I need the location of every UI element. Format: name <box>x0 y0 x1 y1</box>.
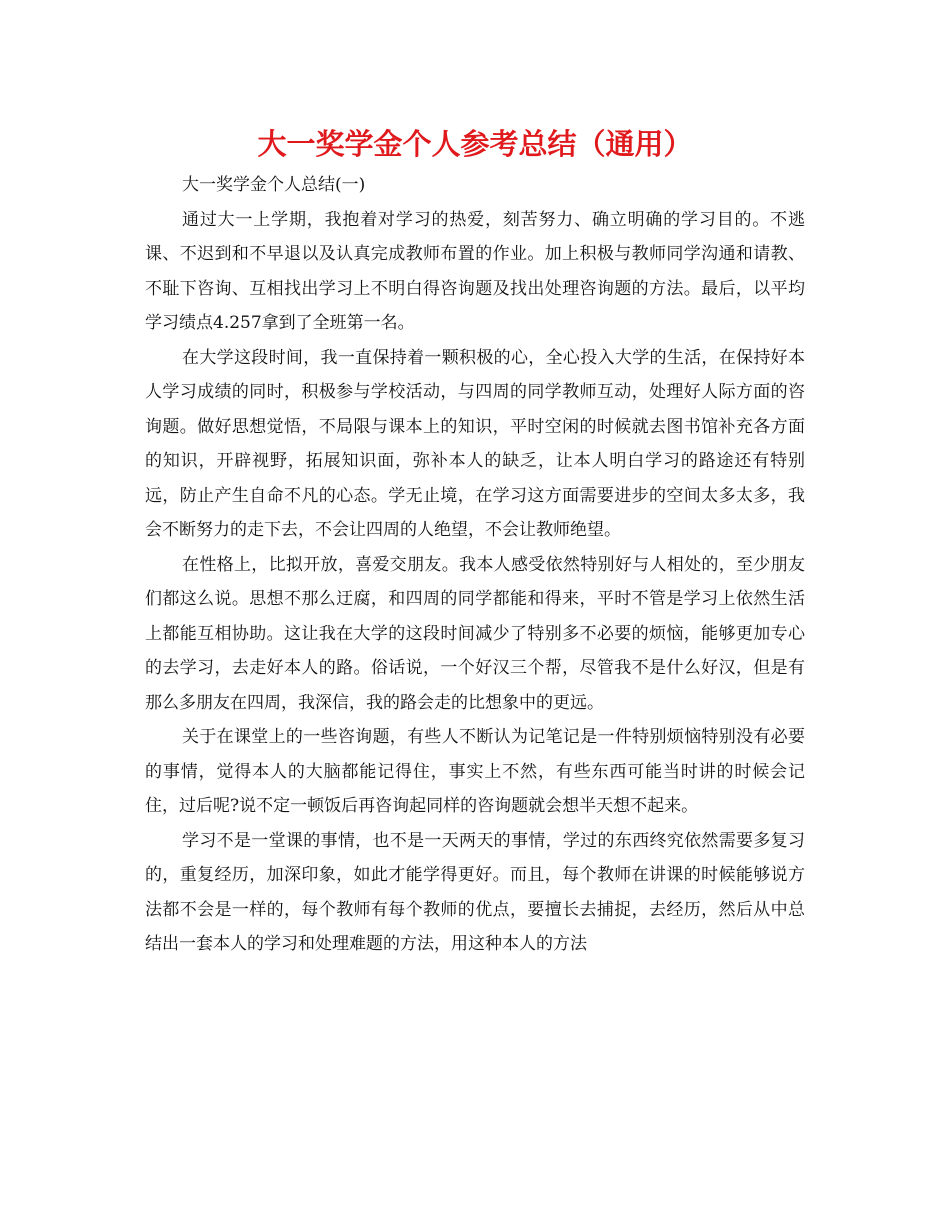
document-body <box>145 168 805 962</box>
paragraph-4: 关于在课堂上的一些咨询题，有些人不断认为记笔记是一件特别烦恼特别没有必要的事情，觉得本人的大脑都能记得住，事实上不然，有些东西可能当时讲的时候会记住，过后呢?说不定一顿饭后再咨询起同样的咨询题就会想半天想不起来。 <box>145 727 805 816</box>
paragraph-3: 在性格上，比拟开放，喜爱交朋友。我本人感受依然特别好与人相处的，至少朋友们都这么说。思想不那么迂腐，和四周的同学都能和得来，平时不管是学习上依然生活上都能互相协助。这让我在大学的这段时间减少了特别多不必要的烦恼，能够更加专心的去学习，去走好本人的路。俗话说，一个好汉三个帮，尽管我不是什么好汉，但是有那么多朋友在四周，我深信，我的路会走的比想象中的更远。 <box>145 554 805 713</box>
document-title: 大一奖学金个人参考总结（通用） <box>257 127 693 161</box>
section-heading: 大一奖学金个人总结(一) <box>182 175 366 195</box>
paragraph-1: 通过大一上学期，我抱着对学习的热爱，刻苦努力、确立明确的学习目的。不逃课、不迟到和不早退以及认真完成教师布置的作业。加上积极与教师同学沟通和请教、不耻下咨询、互相找出学习上不明白得咨询题及找出处理咨询题的方法。最后，以平均学习绩点4.257拿到了全班第一名。 <box>145 209 805 333</box>
paragraph-2: 在大学这段时间，我一直保持着一颗积极的心，全心投入大学的生活，在保持好本人学习成绩的同时，积极参与学校活动，与四周的同学教师互动，处理好人际方面的咨询题。做好思想觉悟，不局限与课本上的知识，平时空闲的时候就去图书馆补充各方面的知识，开辟视野，拓展知识面，弥补本人的缺乏，让本人明白学习的路途还有特别远，防止产生自命不凡的心态。学无止境，在学习这方面需要进步的空间太多太多，我会不断努力的走下去，不会让四周的人绝望，不会让教师绝望。 <box>145 347 805 540</box>
paragraph-5: 学习不是一堂课的事情，也不是一天两天的事情，学过的东西终究依然需要多复习的，重复经历，加深印象，如此才能学得更好。而且，每个教师在讲课的时候能够说方法都不会是一样的，每个教师有每个教师的优点，要擅长去捕捉，去经历，然后从中总结出一套本人的学习和处理难题的方法，用这种本人的方法 <box>145 830 805 954</box>
